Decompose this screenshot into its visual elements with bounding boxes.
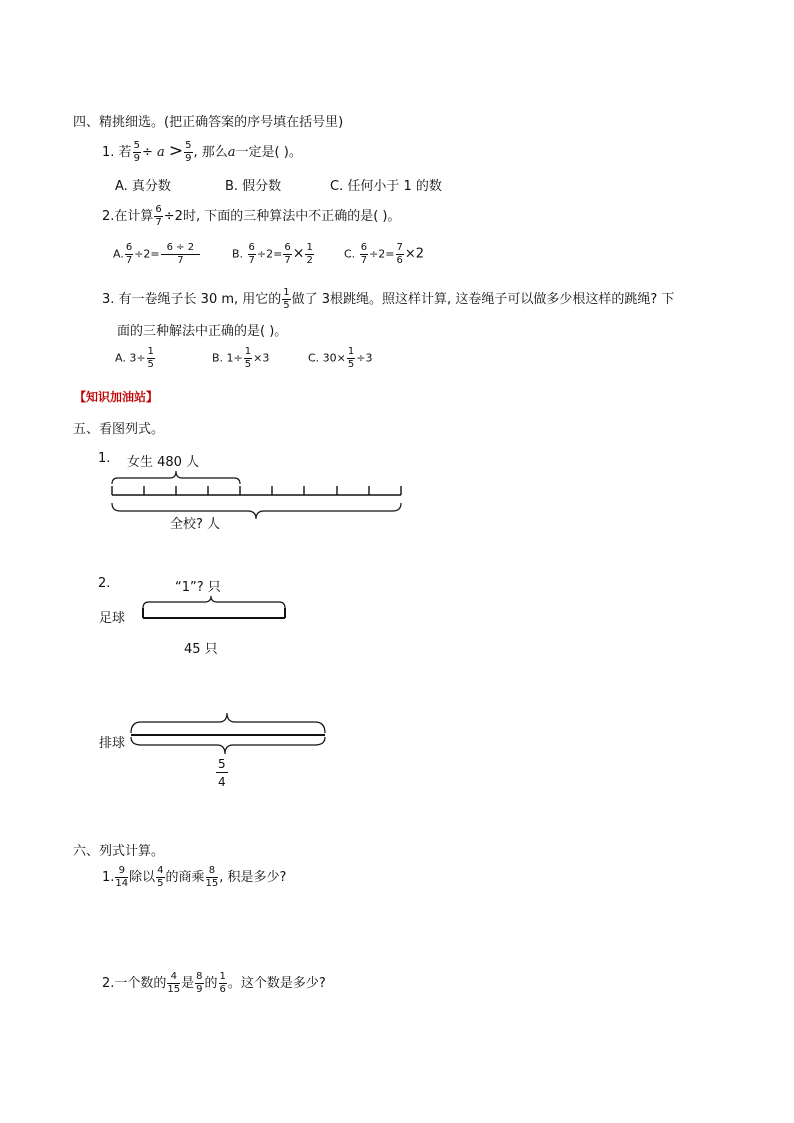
question-2: 2.在计算 $\frac{6}{7}$ ÷2时, 下面的三种算法中不正确的是( )。 xyxy=(102,204,401,228)
diagram1-top-brace xyxy=(112,471,240,484)
diagram2-top-brace xyxy=(143,596,285,608)
diagram1-bottom-brace xyxy=(112,503,401,519)
q3-option-b: B. 1÷ $\frac{1}{5}$ ×3 xyxy=(212,346,270,370)
q2-option-a: A. $\frac{6}{7}$ ÷2= $\frac{6 \div 2}{7}$ xyxy=(113,243,201,266)
q3-option-a: A. 3÷ $\frac{1}{5}$ xyxy=(115,346,154,370)
calc-question-2: 2.一个数的 $\frac{4}{15}$ 是 $\frac{8}{9}$ 的 $\frac{1}{6}$ 。这个数是多少? xyxy=(102,971,326,995)
question-3-line2: 面的三种解法中正确的是( )。 xyxy=(117,324,288,339)
section6-heading: 六、列式计算。 xyxy=(73,844,165,859)
volleyball-top-brace xyxy=(131,713,325,733)
section5-heading: 五、看图列式。 xyxy=(73,422,165,437)
volleyball-label: 排球 xyxy=(99,736,126,751)
fraction: $\frac{5}{9}$ xyxy=(185,140,192,164)
q1-number: 1. xyxy=(102,145,115,160)
football-label: 足球 xyxy=(99,611,126,626)
volleyball-bottom-brace xyxy=(131,737,325,754)
q1-option-b: B. 假分数 xyxy=(225,179,282,194)
fraction: $\frac{5}{9}$ xyxy=(133,140,140,164)
fraction: $\frac{6}{7}$ xyxy=(155,204,162,228)
diagram2-number: 2. xyxy=(98,576,111,591)
q2-option-c: C. $\frac{6}{7}$ ÷2= $\frac{7}{6}$ ×2 xyxy=(344,242,425,266)
calc-question-1: 1. $\frac{9}{14}$ 除以 $\frac{4}{5}$ 的商乘 $\frac{8}{15}$ , 积是多少? xyxy=(102,865,287,889)
section4-heading: 四、精挑细选。(把正确答案的序号填在括号里) xyxy=(73,115,344,130)
football-count: 45 只 xyxy=(184,642,218,657)
diagram1-number: 1. xyxy=(98,451,111,466)
q2-option-b: B. $\frac{6}{7}$ ÷2= $\frac{6}{7}$ × $\frac{1}{2}$ xyxy=(232,242,313,266)
diagram1-bottom-label: 全校? 人 xyxy=(170,517,221,532)
volleyball-fraction: $\frac{5}{4}$ xyxy=(218,757,226,789)
question-1: 1. 若 $\frac{5}{9}$ ÷ a > $\frac{5}{9}$ , 那么a一定是( )。 xyxy=(102,140,302,164)
q1-pre: 若 xyxy=(118,145,132,160)
diagram1-ticks xyxy=(112,486,401,495)
knowledge-tag: 【知识加油站】 xyxy=(74,390,159,404)
question-3: 3. 有一卷绳子长 30 m, 用它的 $\frac{1}{5}$ 做了 3根跳绳。照这样计算, 这卷绳子可以做多少根这样的跳绳? 下 xyxy=(102,287,675,311)
q1-option-c: C. 任何小于 1 的数 xyxy=(330,179,442,194)
q3-option-c: C. 30× $\frac{1}{5}$ ÷3 xyxy=(308,346,373,370)
q1-option-a: A. 真分数 xyxy=(115,179,171,194)
diagram2-top-label: “1”? 只 xyxy=(175,580,221,595)
diagram1-top-label: 女生 480 人 xyxy=(127,455,200,470)
